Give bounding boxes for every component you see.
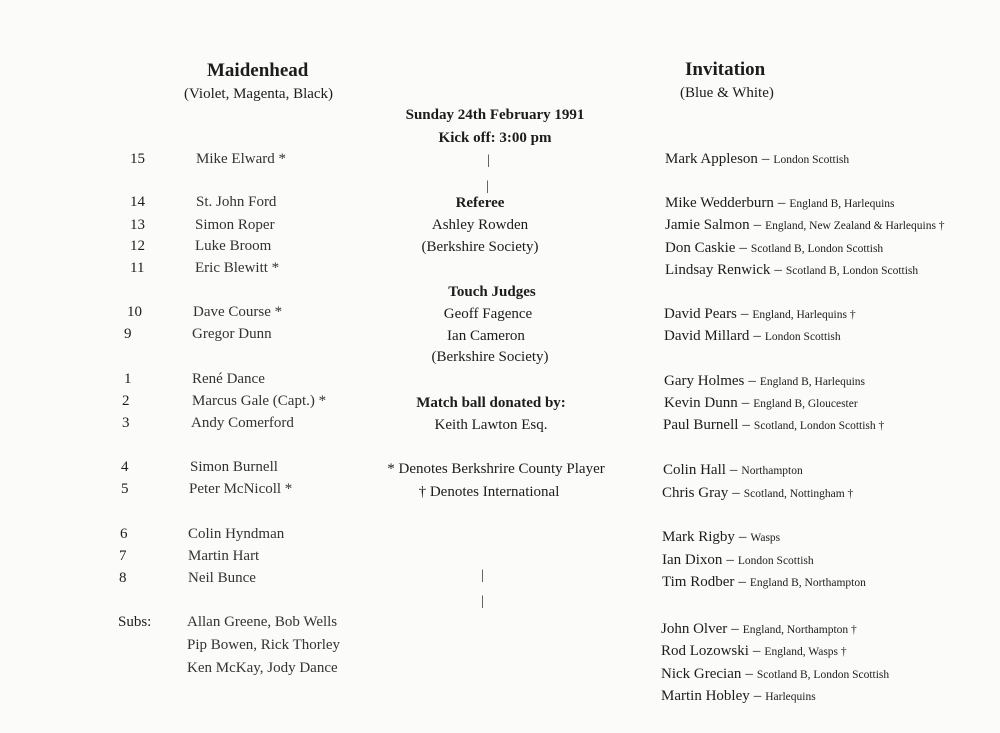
right-player-row [665,262,918,279]
subs-line: Allan Greene, Bob Wells [187,614,338,630]
right-player-name: John Olver [661,621,728,637]
right-player-name: Rod Lozowski [661,643,749,659]
right-player-name: Mark Appleson [665,151,758,167]
subs-label: Subs: [118,614,152,630]
right-player-row [665,195,894,212]
dash-separator: – [742,417,750,433]
touch-judges-society: (Berkshire Society) [431,349,549,365]
dash-separator: – [726,552,734,568]
dash-separator: – [738,529,747,545]
ball-donor-heading: Match ball donated by: [416,395,566,411]
right-player-club: England B, Gloucester [753,398,858,410]
dash-separator: – [732,485,740,501]
right-player-row [665,151,849,168]
right-player-club: London Scottish [737,555,814,567]
left-player-number: 10 [127,304,142,320]
left-player-number: 1 [124,371,132,387]
left-player-name: Neil Bunce [188,570,256,586]
match-date: Sunday 24th February 1991 [405,107,585,123]
right-player-row [664,395,858,412]
right-player-club: England, Harlequins † [752,309,856,321]
left-player-name: Colin Hyndman [188,526,285,542]
right-player-name: Ian Dixon [662,552,723,568]
right-player-row [663,462,803,479]
right-player-row [664,306,856,323]
right-player-name: Mark Rigby [662,529,735,545]
right-player-club: London Scottish [773,154,850,166]
dash-separator: – [761,151,770,167]
county-player-note: * Denotes Berkshrire County Player [387,461,605,477]
left-player-name: Simon Burnell [190,459,278,475]
left-player-number: 4 [121,459,129,475]
right-player-club: Scotland B, London Scottish [756,669,890,681]
right-player-club: Scotland B, London Scottish [750,243,884,255]
left-player-name: Martin Hart [188,548,260,564]
right-player-row [662,485,853,502]
dash-separator: – [729,462,738,478]
right-player-row [661,688,816,705]
right-player-row [665,240,883,257]
left-player-name: Luke Broom [195,238,272,254]
dash-separator: – [748,373,756,389]
left-player-name: Eric Blewitt * [195,260,280,276]
subs-line: Pip Bowen, Rick Thorley [187,637,341,653]
left-player-number: 2 [122,393,130,409]
left-player-number: 3 [122,415,130,431]
right-player-row [663,417,884,434]
international-note: † Denotes International [418,484,560,500]
dash-separator: – [753,688,762,704]
fold-mark: | [487,153,490,168]
right-player-name: Colin Hall [663,462,726,478]
right-player-name: Mike Wedderburn [665,195,774,211]
touch-judge-name: Ian Cameron [447,328,525,344]
right-player-club: England B, Northampton [749,577,866,589]
right-player-row [662,552,814,569]
right-player-name: Nick Grecian [661,666,742,682]
right-player-name: David Pears [664,306,737,322]
subs-line: Ken McKay, Jody Dance [187,660,338,676]
right-player-row [661,666,889,683]
kick-off: Kick off: 3:00 pm [438,130,552,146]
fold-mark: | [481,594,484,609]
dash-separator: – [745,666,753,682]
dash-separator: – [731,621,739,637]
dash-separator: – [741,395,750,411]
right-player-name: Tim Rodber [662,574,735,590]
touch-judge-name: Geoff Fagence [443,306,533,322]
right-player-club: England, Northampton † [742,624,857,636]
right-team-name: Invitation [685,59,766,80]
dash-separator: – [739,240,747,256]
right-player-club: England, New Zealand & Harlequins † [765,220,945,232]
left-team-name: Maidenhead [207,60,309,81]
right-player-name: Lindsay Renwick [665,262,771,278]
fold-mark: | [486,179,489,194]
referee-society: (Berkshire Society) [421,239,539,255]
left-player-number: 5 [121,481,129,497]
right-player-club: London Scottish [764,331,841,343]
right-player-row [665,217,945,234]
right-player-club: Harlequins [765,691,816,703]
left-player-number: 13 [130,217,145,233]
ball-donor-name: Keith Lawton Esq. [434,417,548,433]
touch-judges-heading: Touch Judges [448,284,536,300]
right-player-name: David Millard [664,328,750,344]
right-player-name: Paul Burnell [663,417,739,433]
right-player-name: Kevin Dunn [664,395,738,411]
left-team-colours: (Violet, Magenta, Black) [184,86,334,102]
fold-mark: | [481,568,484,583]
left-player-name: René Dance [192,371,265,387]
dash-separator: – [753,217,762,233]
referee-heading: Referee [455,195,505,211]
left-player-name: Marcus Gale (Capt.) * [192,393,327,409]
left-player-name: Dave Course * [193,304,283,320]
left-player-number: 6 [120,526,128,542]
left-player-name: Gregor Dunn [192,326,272,342]
referee-name: Ashley Rowden [431,217,529,233]
left-player-name: Mike Elward * [196,151,286,167]
dash-separator: – [777,195,786,211]
dash-separator: – [774,262,782,278]
left-player-name: Peter McNicoll * [189,481,293,497]
dash-separator: – [740,306,749,322]
right-player-club: Scotland B, London Scottish [785,265,919,277]
dash-separator: – [752,643,761,659]
left-player-number: 7 [119,548,127,564]
right-player-row [661,621,857,638]
right-player-name: Jamie Salmon [665,217,750,233]
right-player-club: Scotland, Nottingham † [743,488,854,500]
left-player-name: St. John Ford [196,194,277,210]
left-player-number: 9 [124,326,132,342]
right-player-row [661,643,847,660]
left-player-number: 14 [130,194,145,210]
left-player-number: 11 [130,260,145,276]
left-player-number: 12 [130,238,145,254]
right-player-club: Scotland, London Scottish † [753,420,885,432]
right-player-row [664,373,865,390]
right-player-name: Don Caskie [665,240,736,256]
right-player-name: Gary Holmes [664,373,745,389]
right-player-row [664,328,841,345]
dash-separator: – [753,328,761,344]
left-player-name: Simon Roper [195,217,275,233]
right-player-name: Martin Hobley [661,688,750,704]
right-player-club: England B, Harlequins [759,376,865,388]
right-player-club: England, Wasps † [764,646,847,658]
right-player-row [662,529,780,546]
right-team-colours: (Blue & White) [680,85,774,101]
right-player-club: Wasps [750,532,781,544]
dash-separator: – [738,574,746,590]
right-player-club: England B, Harlequins [789,198,895,210]
right-player-row [662,574,866,591]
right-player-name: Chris Gray [662,485,729,501]
left-player-number: 8 [119,570,127,586]
right-player-club: Northampton [741,465,803,477]
left-player-number: 15 [130,151,145,167]
left-player-name: Andy Comerford [191,415,294,431]
